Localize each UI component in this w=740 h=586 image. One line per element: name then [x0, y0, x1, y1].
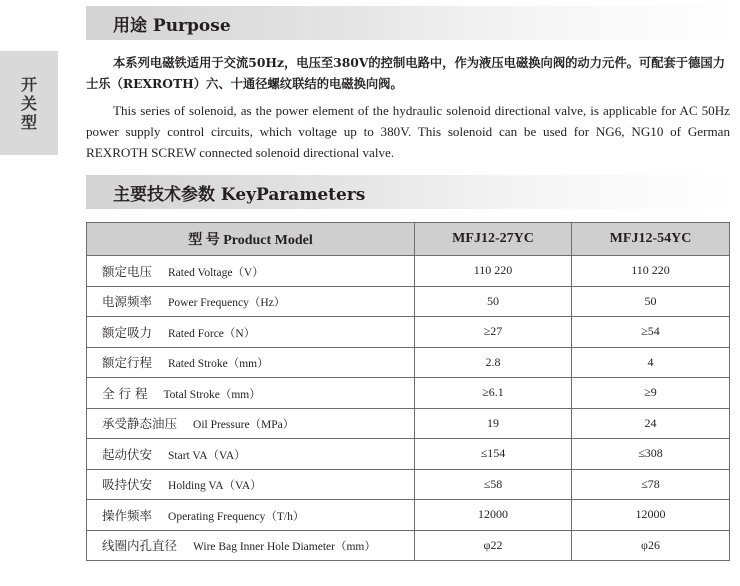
param-label-cn: 额定吸力 — [102, 324, 153, 340]
table-row — [87, 500, 730, 531]
param-label — [87, 286, 415, 317]
param-label — [87, 256, 415, 287]
purpose-text-en: This series of solenoid, as the power element of the hydraulic solenoid directional valve, is applicable for AC 50Hz power supply control circuits, which voltage up to 380V. This solenoid can be used for NG6, NG10 of German REXROTH SCREW connected solenoid directional valve. — [86, 103, 730, 160]
table-row — [87, 378, 730, 409]
param-label-en: Rated Stroke（mm） — [168, 358, 269, 371]
param-label — [87, 469, 415, 500]
param-value-col2: 110 220 — [572, 256, 730, 287]
param-label — [87, 500, 415, 531]
param-label-cn: 额定电压 — [102, 263, 153, 279]
param-label-en: Holding VA（VA） — [168, 480, 262, 493]
param-value-col1: ≤58 — [415, 469, 572, 500]
param-label — [87, 317, 415, 348]
table-row — [87, 347, 730, 378]
side-tab-char: 型 — [20, 112, 37, 132]
param-value-col2: ≤78 — [572, 469, 730, 500]
param-label-en: Rated Voltage（V） — [168, 266, 264, 279]
param-value-col2: 4 — [572, 347, 730, 378]
purpose-text-cn: 本系列电磁铁适用于交流50Hz，电压至380V的控制电路中，作为液压电磁换向阀的动力元件。可配套于德国力士乐（REXROTH）六、十通径螺纹联结的电磁换向阀。 — [86, 55, 725, 91]
param-label — [87, 439, 415, 470]
param-value-col1: ≥6.1 — [415, 378, 572, 409]
param-label-cn: 起动伏安 — [102, 446, 153, 462]
param-label-cn: 全 行 程 — [102, 385, 148, 401]
param-label-en: Wire Bag Inner Hole Diameter（mm） — [193, 541, 376, 554]
param-label — [87, 530, 415, 561]
param-label-en: Total Stroke（mm） — [163, 388, 261, 401]
param-label-en: Start VA（VA） — [168, 449, 246, 462]
param-value-col2: ≥54 — [572, 317, 730, 348]
param-label-en: Oil Pressure（MPa） — [193, 419, 295, 432]
param-label — [87, 378, 415, 409]
param-value-col2: ≤308 — [572, 439, 730, 470]
params-heading-bar — [86, 175, 738, 209]
param-value-col2: 24 — [572, 408, 730, 439]
param-value-col1: 19 — [415, 408, 572, 439]
side-tab-char: 开 — [20, 74, 37, 94]
model-header: 型 号 Product Model — [87, 223, 415, 256]
param-value-col1: 110 220 — [415, 256, 572, 287]
params-heading: 主要技术参数 KeyParameters — [113, 184, 366, 205]
param-value-col2: φ26 — [572, 530, 730, 561]
param-value-col1: ≥27 — [415, 317, 572, 348]
param-value-col1: φ22 — [415, 530, 572, 561]
param-label-en: Power Frequency（Hz） — [168, 297, 286, 310]
model-col2-header: MFJ12-54YC — [572, 223, 730, 256]
param-label-cn: 电源频率 — [102, 294, 153, 310]
param-value-col2: 12000 — [572, 500, 730, 531]
param-value-col1: 50 — [415, 286, 572, 317]
model-col1-header: MFJ12-27YC — [415, 223, 572, 256]
table-row — [87, 286, 730, 317]
purpose-heading-bar — [86, 6, 738, 40]
table-row — [87, 408, 730, 439]
param-label — [87, 408, 415, 439]
table-row — [87, 317, 730, 348]
table-body — [87, 256, 730, 561]
param-label-cn: 操作频率 — [102, 507, 153, 523]
purpose-heading: 用途 Purpose — [113, 15, 231, 36]
param-label-en: Rated Force（N） — [168, 327, 256, 340]
table-row — [87, 256, 730, 287]
param-label-cn: 承受静态油压 — [102, 416, 178, 432]
param-label-cn: 吸持伏安 — [102, 477, 153, 493]
param-value-col2: ≥9 — [572, 378, 730, 409]
table-row — [87, 530, 730, 561]
parameters-table — [86, 222, 730, 561]
param-label — [87, 347, 415, 378]
table-header-row — [87, 223, 730, 256]
param-label-cn: 线圈内孔直径 — [102, 538, 178, 554]
param-value-col1: 2.8 — [415, 347, 572, 378]
table-row — [87, 469, 730, 500]
table-row — [87, 439, 730, 470]
param-value-col1: 12000 — [415, 500, 572, 531]
side-tab-char: 关 — [20, 93, 37, 113]
param-value-col1: ≤154 — [415, 439, 572, 470]
param-label-en: Operating Frequency（T/h） — [168, 510, 305, 523]
side-tab — [0, 51, 58, 155]
param-label-cn: 额定行程 — [102, 355, 153, 371]
param-value-col2: 50 — [572, 286, 730, 317]
